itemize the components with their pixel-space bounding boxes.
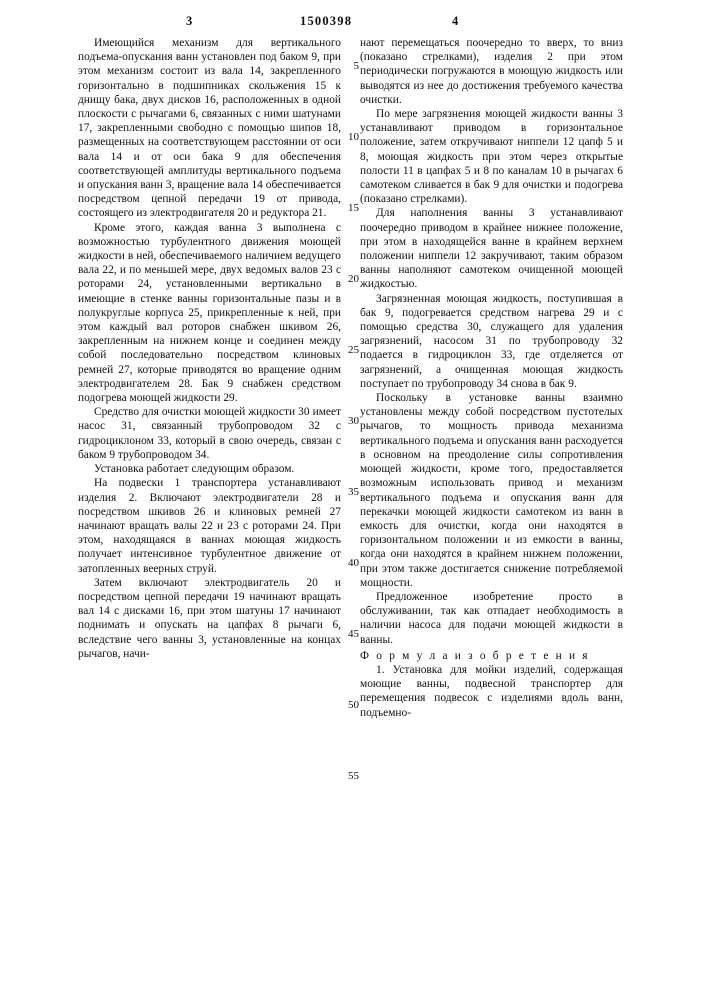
paragraph: Поскольку в установке ванны взаимно установлены между собой посредством пустотелых рычагов, то мощность привода механизма вертикального подъема и опускания ванн расходуется в основном на преодоление силы сопротивления моющей жидкости, кроме того, предоставляется возможным использовать привод и механизм вертикального подъема и опускания ванн для перекачки моющей жидкости самотеком из ванн в емкость для очистки, когда они находятся в горизонтальном положении и из емкости в ванны, когда они находятся в крайнем нижнем положении, при этом также достигается снижение потребляемой мощности. <box>360 392 623 589</box>
left-text-column <box>78 36 341 661</box>
paragraph: Загрязненная моющая жидкость, поступившая в бак 9, подогревается средством нагрева 29 и с помощью средства 30, служащего для удаления загрязнений, насосом 31 по трубопроводу 32 подается в гидроциклон 33, где отделяется от загрязнений, а очищенная моющая жидкость поступает по трубопроводу 34 снова в бак 9. <box>360 292 623 390</box>
page-header <box>0 14 707 30</box>
claim-item: 1. Установка для мойки изделий, содержащая моющие ванны, подвесной транспортер для перемещения подвесок с изделиями вдоль ванн, подъемно- <box>360 663 623 719</box>
paragraph: Кроме этого, каждая ванна 3 выполнена с возможностью турбулентного движения моющей жидкости в ней, обеспечиваемого наличием ведущего вала 22, и по меньшей мере, двух ведомых валов 23 с роторами 24, установленными вертикально в имеющие в стенке ванны горизонтальные пазы и в полукруглые корпуса 25, прикрепленные к ней, при этом каждый вал роторов снабжен шкивом 26, закрепленным на нижнем конце и соединен между собой последовательно посредством клиновых ремней 27, которые приводятся во вращение одним электродвигателем 28. Бак 9 снабжен средством подогрева моющей жидкости 29. <box>78 221 341 405</box>
line-number: 20 <box>348 273 359 285</box>
line-number: 35 <box>348 486 359 498</box>
line-number: 50 <box>348 699 359 711</box>
paragraph: На подвески 1 транспортера устанавливают изделия 2. Включают электродвигатели 28 и посредством шкивов 26 и клиновых ремней 27 начинают вращать валы 22 и 23 с роторами 24. При этом, находящаяся в ваннах моющая жидкость получает интенсивное турбулентное движение от затопленных веерных струй. <box>78 477 341 575</box>
line-number: 15 <box>348 202 359 214</box>
paragraph: Установка работает следующим образом. <box>94 463 295 476</box>
line-number: 5 <box>353 60 359 72</box>
left-column-number: 3 <box>186 14 193 28</box>
paragraph: Имеющийся механизм для вертикального подъема-опускания ванн установлен под баком 9, при этом механизм состоит из вала 14, закрепленного горизонтально в подшипниках скольжения 15 к днищу бака, двух дисков 16, расположенных в одной плоскости с рычагами 6, связанных с ними шатунами 17, закрепленными свободно с помощью шипов 18, размещенных на соответствующем расстоянии от оси вала 14 и от оси бака 9 для обеспечения соответствующей амплитуды вертикального подъема и опускания ванн 3, вращение вала 14 обеспечивается посредством цепной передачи 19 от привода, состоящего из электродвигателя 20 и редуктора 21. <box>78 37 341 220</box>
paragraph: Затем включают электродвигатель 20 и посредством цепной передачи 19 начинают вращать вал 14 с дисками 16, при этом шатуны 17 начинают поднимать и опускать на цапфах 8 рычаги 6, вследствие чего ванны 3, установленные на концах рычагов, начи- <box>78 576 341 660</box>
paragraph: Средство для очистки моющей жидкости 30 имеет насос 31, связанный трубопроводом 32 с гидроциклоном 33, который в свою очередь, связан с баком 9 трубопроводом 34. <box>78 406 341 461</box>
right-text-column <box>360 36 623 720</box>
claims-heading: Ф о р м у л а и з о б р е т е н и я <box>360 649 590 662</box>
line-number: 25 <box>348 344 359 356</box>
paragraph: Предложенное изобретение просто в обслуживании, так как отпадает необходимость в наличии насоса для подачи моющей жидкости в ванны. <box>360 590 623 646</box>
document-number: 1500398 <box>300 14 353 28</box>
line-number: 55 <box>348 770 359 782</box>
line-number: 40 <box>348 557 359 569</box>
line-number: 10 <box>348 131 359 143</box>
paragraph: нают перемещаться поочередно то вверх, то вниз (показано стрелками), изделия 2 при этом периодически погружаются в моющую жидкость или выводятся из нее до достижения требуемого качества очистки. <box>360 37 623 106</box>
paragraph: Для наполнения ванны 3 устанавливают поочередно приводом в крайнее нижнее положение, при этом в находящейся ванне в крайнем верхнем положении ниппели 12 закручивают, таким образом ванны наполняют самотеком очищенной моющей жидкостью. <box>360 207 623 291</box>
line-number: 45 <box>348 628 359 640</box>
right-column-number: 4 <box>452 14 459 28</box>
line-number: 30 <box>348 415 359 427</box>
paragraph: По мере загрязнения моющей жидкости ванны 3 устанавливают приводом в горизонтальное положение, затем откручивают ниппели 12 цапф 5 и 8, моющая жидкость при этом через открытые полости 11 в цапфах 5 и 8 по каналам 10 в рычагах 6 самотеком сливается в бак 9 для очистки и подогрева (показано стрелками). <box>360 108 623 206</box>
